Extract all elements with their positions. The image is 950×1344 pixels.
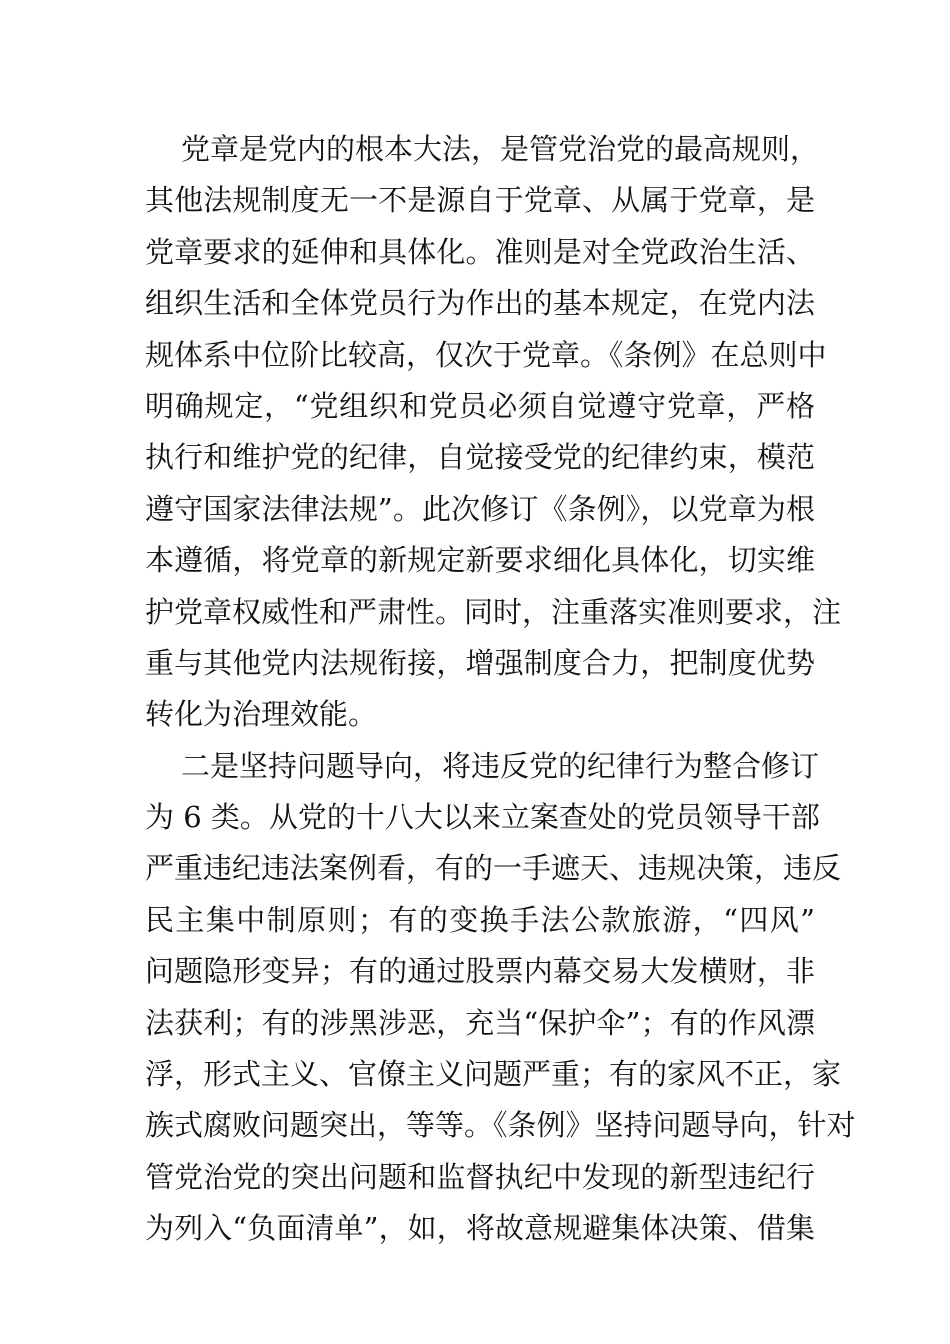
text-line: 执行和维护党的纪律，自觉接受党的纪律约束，模范 <box>145 440 815 475</box>
text-line: 转化为治理效能。 <box>145 697 378 732</box>
text-line: 本遵循，将党章的新规定新要求细化具体化，切实维 <box>145 543 815 578</box>
text-line: 为列入“负面清单”，如，将故意规避集体决策、借集 <box>145 1211 815 1246</box>
document-body <box>145 124 856 1255</box>
text-line: 重与其他党内法规衔接，增强制度合力，把制度优势 <box>145 645 815 680</box>
text-line: 党章要求的延伸和具体化。准则是对全党政治生活、 <box>145 234 815 269</box>
text-line: 遵守国家法律法规”。此次修订《条例》，以党章为根 <box>145 491 815 526</box>
text-line: 明确规定，“党组织和党员必须自觉遵守党章，严格 <box>145 388 815 423</box>
text-line: 法获利；有的涉黑涉恶，充当“保护伞”；有的作风漂 <box>145 1005 815 1040</box>
text-line: 严重违纪违法案例看，有的一手遮天、违规决策，违反 <box>145 851 842 886</box>
text-line: 浮，形式主义、官僚主义问题严重；有的家风不正，家 <box>145 1057 842 1092</box>
text-line: 为 6 类。从党的十八大以来立案查处的党员领导干部 <box>145 800 820 835</box>
text-line: 族式腐败问题突出，等等。《条例》坚持问题导向，针对 <box>145 1108 856 1143</box>
text-line: 规体系中位阶比较高，仅次于党章。《条例》在总则中 <box>145 337 827 372</box>
text-line: 管党治党的突出问题和监督执纪中发现的新型违纪行 <box>145 1159 815 1194</box>
text-line: 组织生活和全体党员行为作出的基本规定，在党内法 <box>145 286 815 321</box>
text-line: 问题隐形变异；有的通过股票内幕交易大发横财，非 <box>145 954 815 989</box>
text-line: 党章是党内的根本大法，是管党治党的最高规则， <box>181 132 820 166</box>
paragraph <box>145 124 842 741</box>
text-line: 二是坚持问题导向，将违反党的纪律行为整合修订 <box>181 748 820 783</box>
text-line: 民主集中制原则；有的变换手法公款旅游，“四风” <box>145 902 815 937</box>
paragraph <box>145 741 856 1255</box>
text-line: 其他法规制度无一不是源自于党章、从属于党章，是 <box>145 183 815 218</box>
text-line: 护党章权威性和严肃性。同时，注重落实准则要求，注 <box>145 594 842 629</box>
